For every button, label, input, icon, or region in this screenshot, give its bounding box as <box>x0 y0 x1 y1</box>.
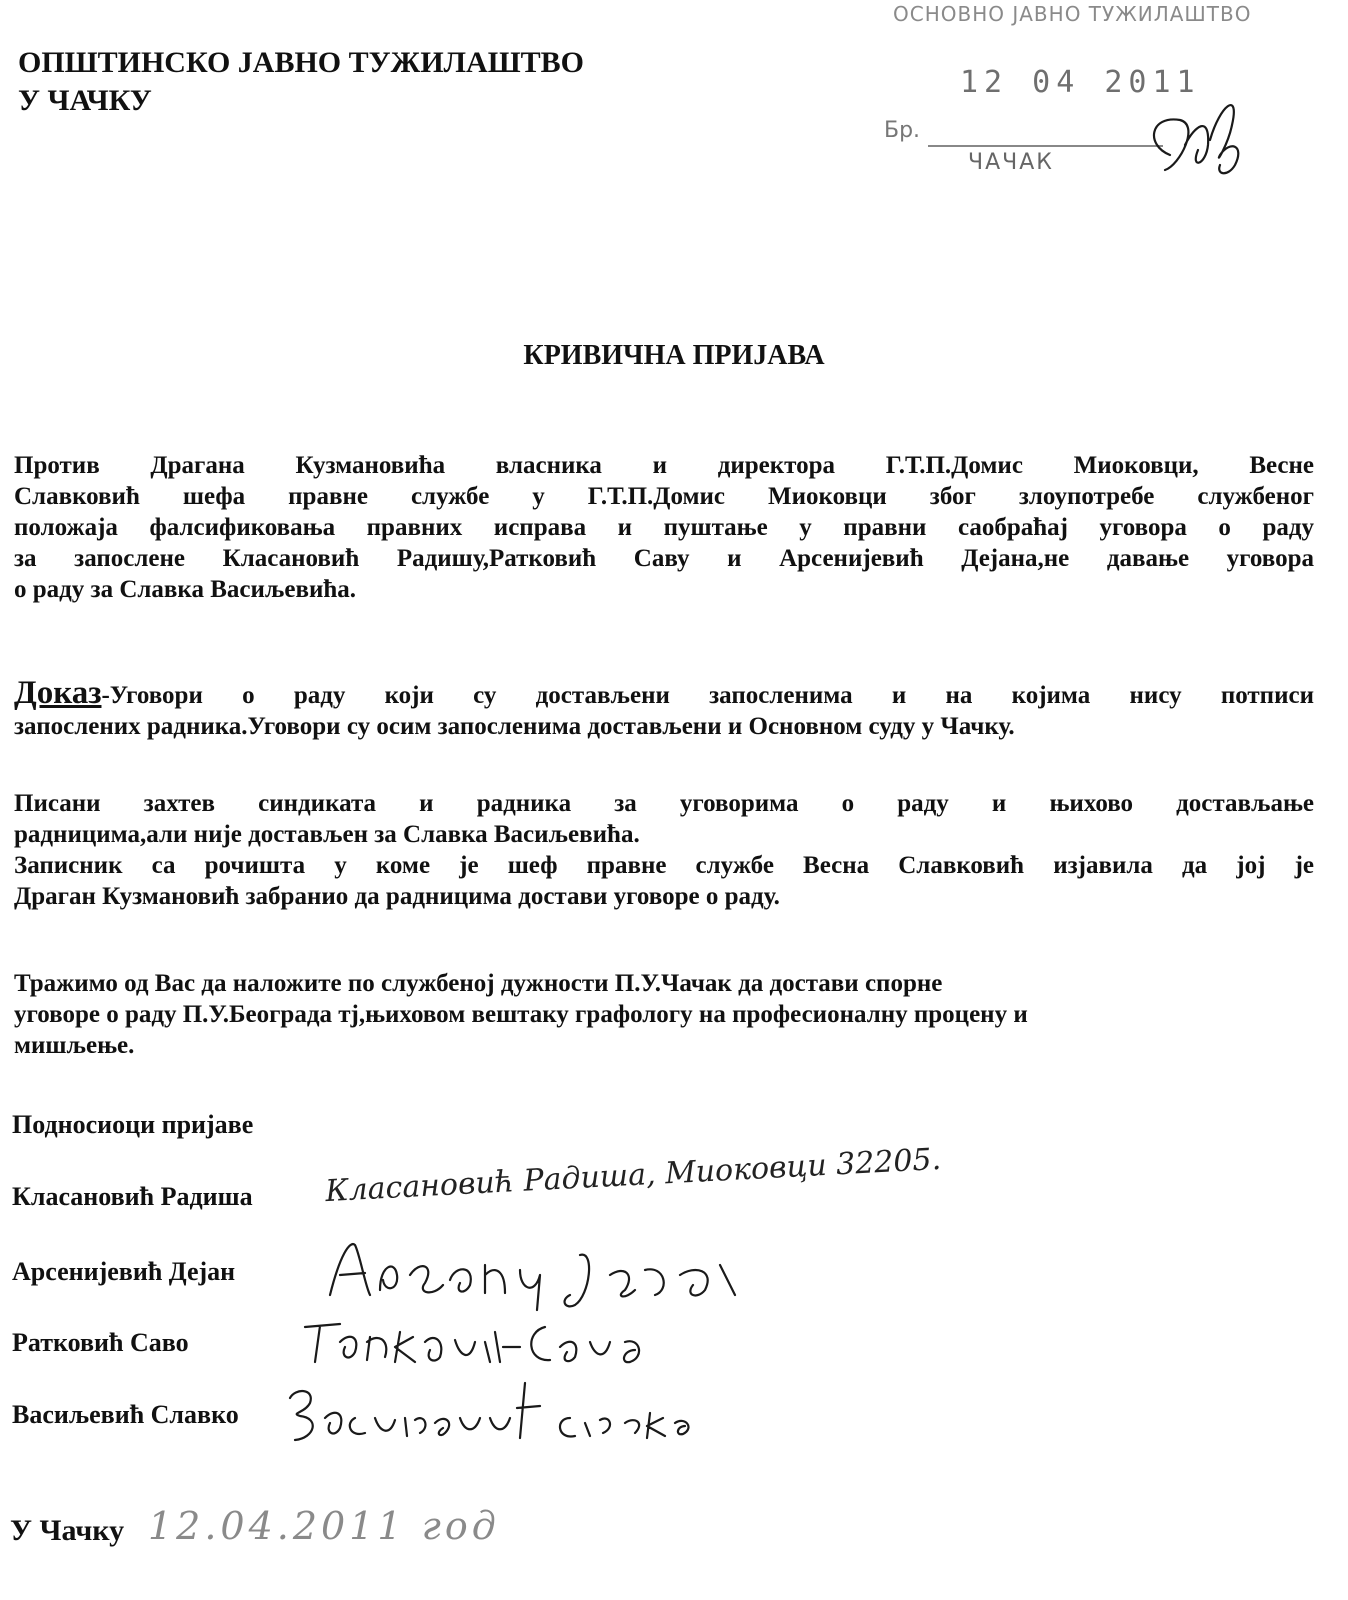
evidence-label: Доказ <box>14 675 102 711</box>
office-city: У ЧАЧКУ <box>18 84 152 117</box>
text-line <box>14 675 1314 711</box>
submitter-name: Ратковић Саво <box>12 1328 189 1357</box>
submitter-name: Арсенијевић Дејан <box>12 1257 236 1286</box>
evidence-paragraph <box>14 675 1314 742</box>
stamp-date: 12 04 2011 <box>960 65 1201 100</box>
document-title: КРИВИЧНА ПРИЈАВА <box>523 340 825 371</box>
handwritten-date: 12.04.2011 год <box>148 1504 500 1548</box>
request-paragraph <box>14 968 1314 1061</box>
text-line: за запослене Класановић Радишу,Ратковић Саву и Арсенијевић Дејана,не давање уговора <box>14 545 1314 572</box>
place-label: У Чачку <box>10 1514 125 1547</box>
text-line: Записник са рочишта у коме је шеф правне службе Весна Славковић изјавила да јој је <box>14 852 1314 879</box>
office-name: ОПШТИНСКО ЈАВНО ТУЖИЛАШТВО <box>18 46 584 79</box>
stamp-city: ЧАЧАК <box>968 150 1054 175</box>
stamp-number-label: Бр. <box>884 118 921 143</box>
text-line: Славковић шефа правне службе у Г.Т.П.Домис Миоковци због злоупотребе службеног <box>14 483 1314 510</box>
text-line: уговоре о раду П.У.Београда тј,њиховом вештаку графологу на професионалну процену и <box>14 1001 1028 1028</box>
text-line: Тражимо од Вас да наложите по службеној дужности П.У.Чачак да достави спорне <box>14 970 943 997</box>
signature <box>295 1312 685 1372</box>
text-line: положаја фалсификовања правних исправа и пуштање у правни саобраћај уговора о раду <box>14 514 1314 541</box>
text-line: Писани захтев синдиката и радника за уговорима о раду и њихово достављање <box>14 790 1314 817</box>
text-line: радницима,али није достављен за Славка Васиљевића. <box>14 821 640 848</box>
submitter-name: Васиљевић Славко <box>12 1400 239 1429</box>
evidence-text: -Уговори о раду који су достављени запосленима и на којима нису потписи <box>101 682 1314 709</box>
addressee-block <box>18 44 584 120</box>
signature <box>325 1235 755 1315</box>
complaint-paragraph <box>14 450 1314 605</box>
text-line: о раду за Славка Васиљевића. <box>14 576 357 603</box>
handwritten-signature-address: Класановић Радиша, Миоковци 32205. <box>324 1141 942 1210</box>
text-line: запослених радника.Уговори су осим запосленима достављени и Основном суду у Чачку. <box>14 713 1015 740</box>
stamp-number-line <box>928 145 1163 147</box>
evidence-details-paragraph <box>14 788 1314 912</box>
text-line: Драган Кузмановић забранио да радницима достави уговоре о раду. <box>14 883 780 910</box>
text-line: мишљење. <box>14 1032 135 1059</box>
submitters-heading: Подносиоци пријаве <box>12 1110 254 1139</box>
stamp-handwritten-number <box>1140 85 1250 190</box>
text-line: Против Драгана Кузмановића власника и директора Г.Т.П.Домис Миоковци, Весне <box>14 452 1314 479</box>
stamp-title: ОСНОВНО ЈАВНО ТУЖИЛАШТВО <box>893 2 1252 26</box>
signature <box>285 1378 705 1458</box>
submitter-name: Класановић Радиша <box>12 1182 253 1211</box>
